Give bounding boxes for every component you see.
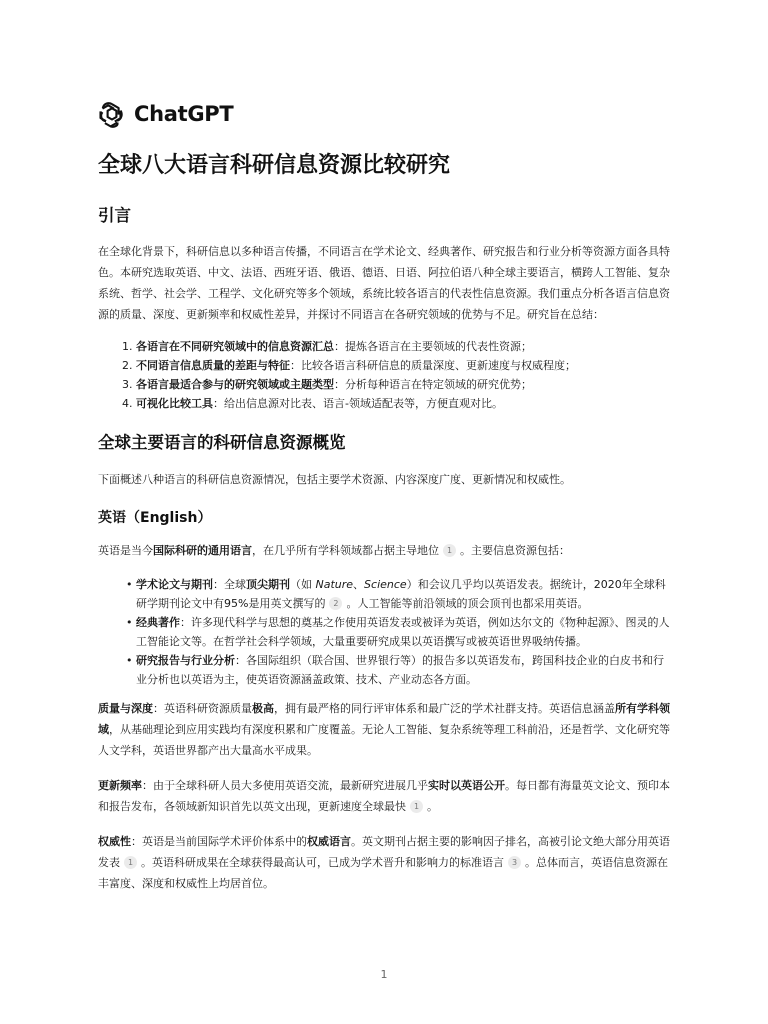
citation-badge[interactable]: 3	[508, 856, 521, 869]
intro-list	[98, 337, 673, 413]
overview-heading: 全球主要语言的科研信息资源概览	[98, 433, 346, 452]
citation-badge[interactable]: 1	[124, 856, 137, 869]
list-item: 4. 可视化比较工具：给出信息源对比表、语言-领域适配表等，方便直观对比。	[122, 397, 503, 410]
citation-badge[interactable]: 1	[410, 800, 423, 813]
openai-logo-icon	[98, 100, 126, 128]
page-number: 1	[380, 968, 388, 981]
frequency-paragraph: 更新频率：由于全球科研人员大多使用英语交流，最新研究进展几乎实时以英语公开。每日都有海量英文论文、预印本和报告发布，各领域新知识首先以英文出现，更新速度全球最快 1 。	[98, 779, 670, 813]
list-item: 3. 各语言最适合参与的研究领域或主题类型：分析每种语言在特定领域的研究优势；	[122, 378, 532, 391]
authority-paragraph: 权威性：英语是当前国际学术评价体系中的权威语言。英文期刊占据主要的影响因子排名，高被引论文绝大部分用英语发表 1 。英语科研成果在全球获得最高认可，已成为学术晋升和影响力的标准语言 3 。总体而言，英语信息资源在丰富度、深度和权威性上均居首位。	[98, 835, 670, 890]
citation-badge[interactable]: 1	[443, 544, 456, 557]
document-title: 全球八大语言科研信息资源比较研究	[98, 153, 451, 178]
list-item: • 学术论文与期刊：全球顶尖期刊（如 Nature、Science）和会议几乎均以英语发表。据统计，2020年全球科研学期刊论文中有95%是用英文撰写的 2 。人工智能等前沿领域的顶会顶刊也都采用英语。	[98, 575, 673, 613]
intro-paragraph: 在全球化背景下，科研信息以多种语言传播，不同语言在学术论文、经典著作、研究报告和行业分析等资源方面各具特色。本研究选取英语、中文、法语、西班牙语、俄语、德语、日语、阿拉伯语八种全球主要语言，横跨人工智能、复杂系统、哲学、社会学、工程学、文化研究等多个领域，系统比较各语言的代表性信息资源。我们重点分析各语言信息资源的质量、深度、更新频率和权威性差异，并探讨不同语言在各研究领域的优势与不足。研究旨在总结：	[98, 245, 670, 321]
list-item: • 研究报告与行业分析：各国际组织（联合国、世界银行等）的报告多以英语发布，跨国科技企业的白皮书和行业分析也以英语为主，使英语资源涵盖政策、技术、产业动态各方面。	[98, 651, 673, 689]
list-item: • 经典著作：许多现代科学与思想的奠基之作使用英语发表或被译为英语，例如达尔文的《物种起源》、图灵的人工智能论文等。在哲学社会科学领域，大量重要研究成果以英语撰写或被英语世界吸纳传播。	[98, 613, 673, 651]
overview-paragraph: 下面概述八种语言的科研信息资源情况，包括主要学术资源、内容深度广度、更新情况和权威性。	[98, 473, 571, 486]
brand-name: ChatGPT	[134, 102, 234, 126]
intro-heading: 引言	[98, 206, 131, 225]
brand-header	[98, 98, 673, 130]
document-page	[98, 98, 673, 894]
english-bullets	[98, 575, 673, 689]
quality-paragraph: 质量与深度：英语科研资源质量极高，拥有最严格的同行评审体系和最广泛的学术社群支持。英语信息涵盖所有学科领域，从基础理论到应用实践均有深度积累和广度覆盖。无论人工智能、复杂系统等理工科前沿，还是哲学、文化研究等人文学科，英语世界都产出大量高水平成果。	[98, 702, 670, 757]
list-item: 1. 各语言在不同研究领域中的信息资源汇总：提炼各语言在主要领域的代表性资源；	[122, 340, 532, 353]
english-heading: 英语（English）	[98, 510, 212, 526]
citation-badge[interactable]: 2	[329, 597, 342, 610]
english-lead: 英语是当今国际科研的通用语言，在几乎所有学科领域都占据主导地位 1 。主要信息资源包括：	[98, 544, 570, 557]
list-item: 2. 不同语言信息质量的差距与特征：比较各语言科研信息的质量深度、更新速度与权威程度；	[122, 359, 576, 372]
